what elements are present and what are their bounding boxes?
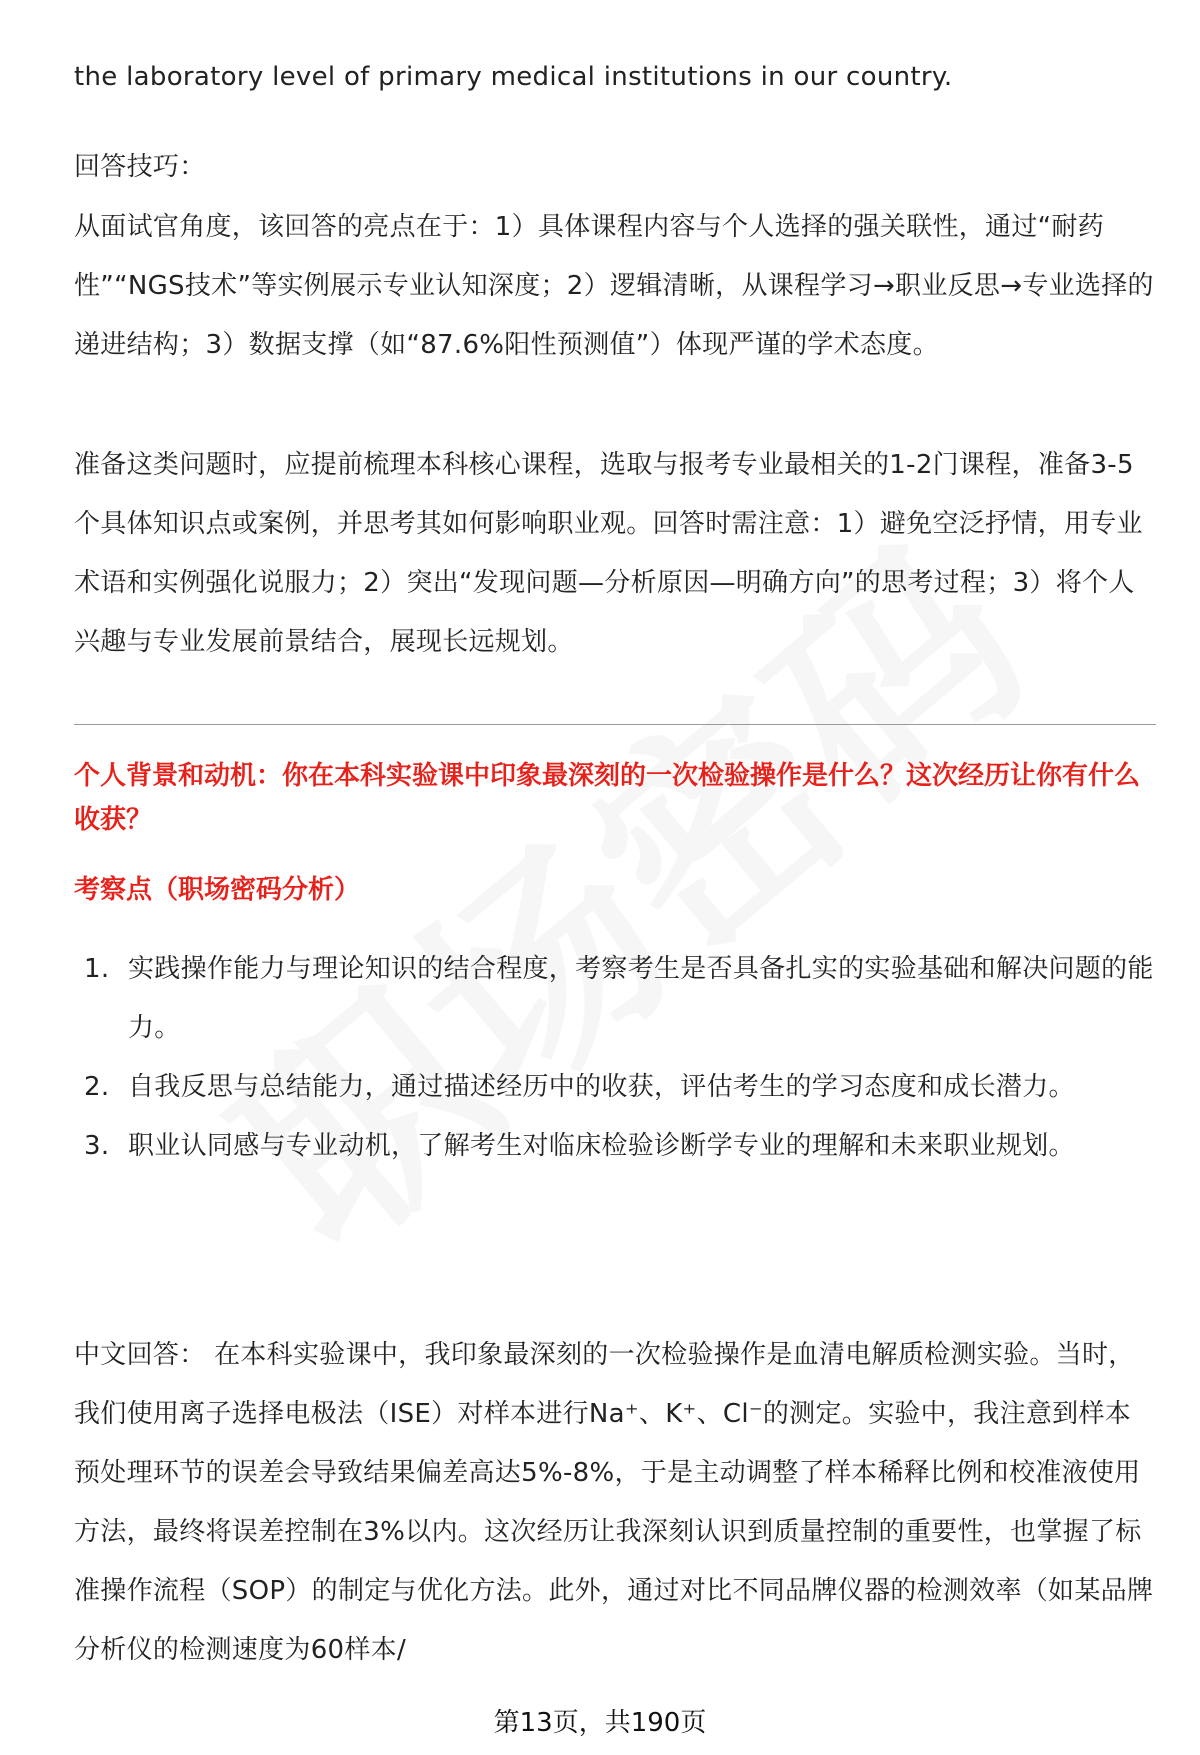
list-item-number: 2. — [84, 1072, 110, 1102]
question-heading: 个人背景和动机：你在本科实验课中印象最深刻的一次检验操作是什么？这次经历让你有什么收获？ — [74, 761, 1141, 835]
list-item-text: 实践操作能力与理论知识的结合程度，考察考生是否具备扎实的实验基础和解决问题的能力。 — [128, 954, 1154, 1043]
list-item-number: 3. — [84, 1131, 110, 1161]
section-divider — [74, 724, 1156, 725]
page-number-footer: 第13页，共190页 — [493, 1708, 707, 1738]
assessment-heading: 考察点（职场密码分析） — [74, 875, 361, 905]
list-item — [74, 940, 1160, 1058]
list-item-text: 职业认同感与专业动机，了解考生对临床检验诊断学专业的理解和未来职业规划。 — [128, 1131, 1075, 1161]
tips-paragraph-2: 准备这类问题时，应提前梳理本科核心课程，选取与报考专业最相关的1-2门课程，准备3-5个具体知识点或案例，并思考其如何影响职业观。回答时需注意：1）避免空泛抒情，用专业术语和实例强化说服力；2）突出“发现问题—分析原因—明确方向”的思考过程；3）将个人兴趣与专业发展前景结合，展现长远规划。 — [74, 450, 1143, 657]
tips-paragraph-1: 从面试官角度，该回答的亮点在于：1）具体课程内容与个人选择的强关联性，通过“耐药性”“NGS技术”等实例展示专业认知深度；2）逻辑清晰，从课程学习→职业反思→专业选择的递进结构；3）数据支撑（如“87.6%阳性预测值”）体现严谨的学术态度。 — [74, 212, 1154, 360]
list-item-text: 自我反思与总结能力，通过描述经历中的收获，评估考生的学习态度和成长潜力。 — [128, 1072, 1075, 1102]
assessment-points-list — [74, 940, 1160, 1176]
tips-label: 回答技巧： — [74, 152, 206, 182]
list-item-number: 1. — [84, 954, 110, 984]
continuation-text: the laboratory level of primary medical institutions in our country. — [74, 62, 953, 92]
answer-paragraph: 中文回答： 在本科实验课中，我印象最深刻的一次检验操作是血清电解质检测实验。当时，我们使用离子选择电极法（ISE）对样本进行Na⁺、K⁺、Cl⁻的测定。实验中，我注意到样本预处理环节的误差会导致结果偏差高达5%-8%，于是主动调整了样本稀释比例和校准液使用方法，最终将误差控制在3%以内。这次经历让我深刻认识到质量控制的重要性，也掌握了标准操作流程（SOP）的制定与优化方法。此外，通过对比不同品牌仪器的检测效率（如某品牌分析仪的检测速度为60样本/ — [74, 1340, 1154, 1665]
list-item — [74, 1117, 1160, 1176]
list-item — [74, 1058, 1160, 1117]
